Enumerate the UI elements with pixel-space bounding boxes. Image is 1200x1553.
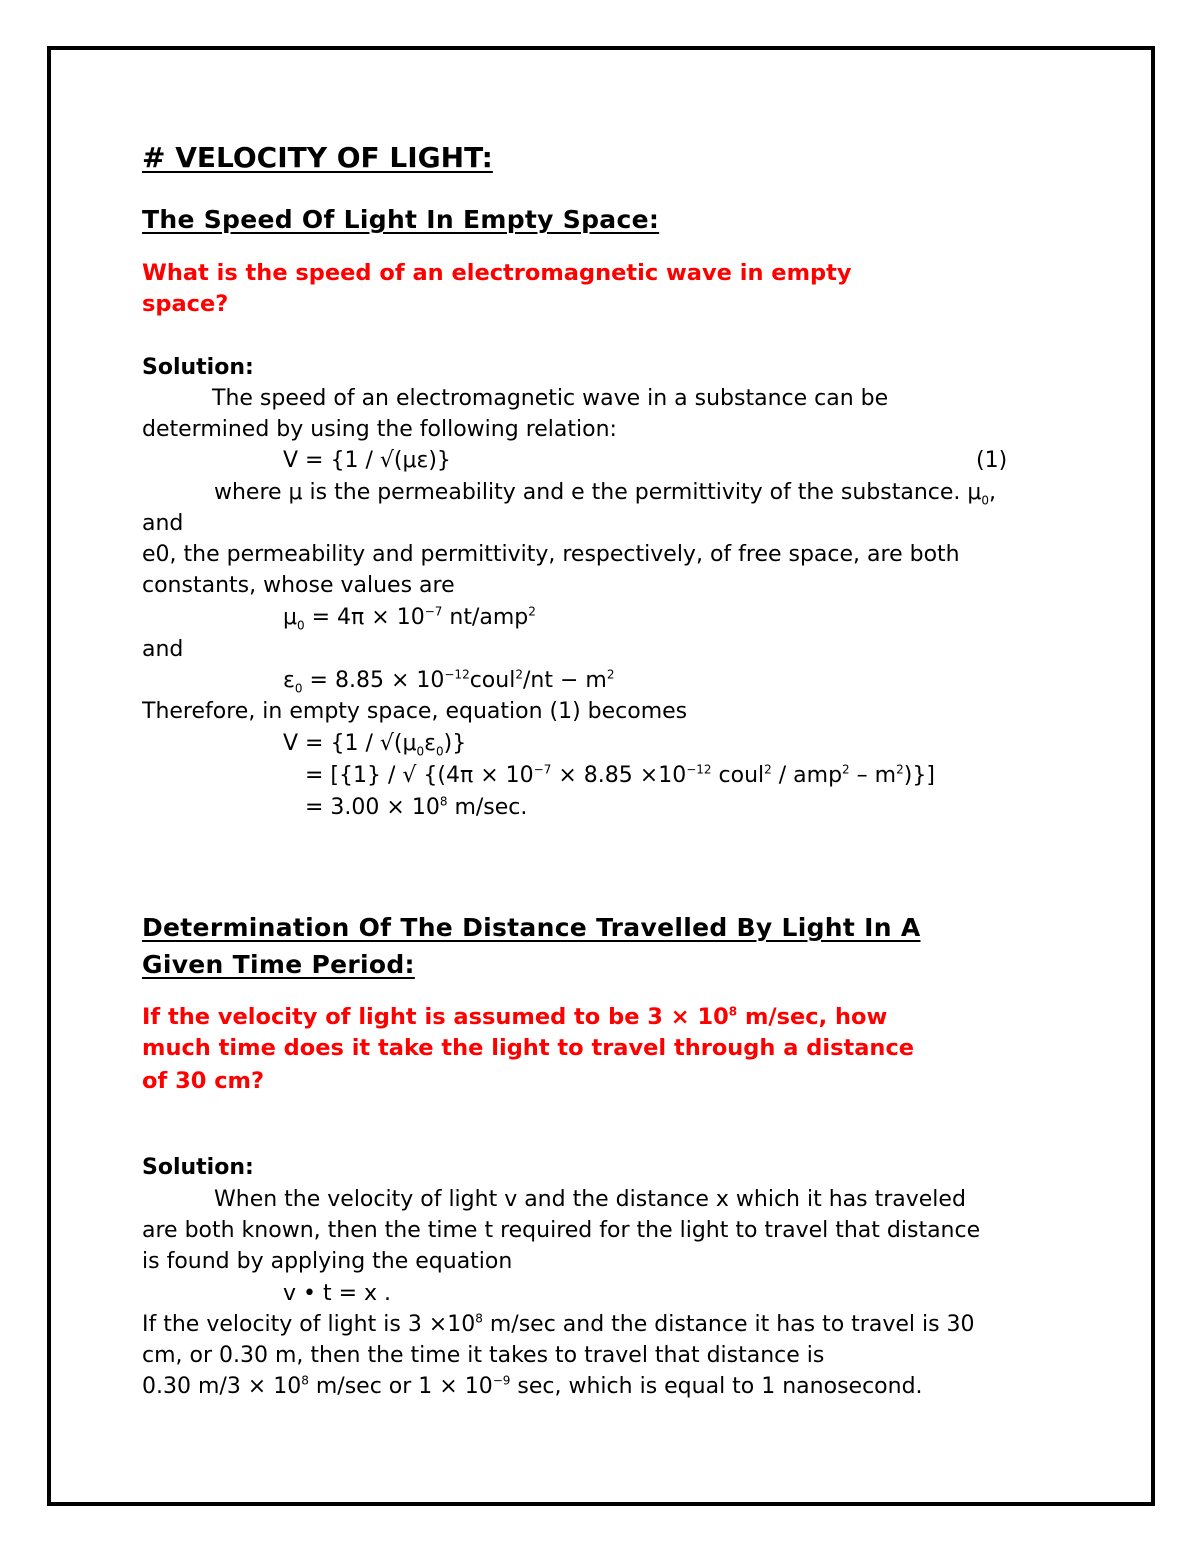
question-line: space?: [142, 291, 229, 317]
paragraph-line: determined by using the following relation:: [142, 417, 617, 442]
paragraph-line: constants, whose values are: [142, 573, 455, 598]
equation-vtx: v • t = x .: [283, 1281, 392, 1306]
paragraph-line: Therefore, in empty space, equation (1) becomes: [142, 699, 688, 724]
paragraph-line: e0, the permeability and permittivity, respectively, of free space, are both: [142, 542, 960, 567]
paragraph-line: where μ is the permeability and e the permittivity of the substance. $\mu_0$,: [214, 480, 997, 508]
question-line: of 30 cm?: [142, 1068, 265, 1094]
question-line: What is the speed of an electromagnetic wave in empty: [142, 260, 852, 286]
page-title: # VELOCITY OF LIGHT:: [142, 141, 493, 174]
paragraph-line: The speed of an electromagnetic wave in a substance can be: [212, 386, 889, 411]
solution-label: Solution:: [142, 1155, 254, 1180]
section-heading-distance: Given Time Period:: [142, 950, 415, 979]
paragraph-line: and: [142, 637, 184, 662]
equation-4: = $3.00 \times 10^8$ m/sec.: [305, 794, 528, 820]
paragraph-line: cm, or 0.30 m, then the time it takes to travel that distance is: [142, 1343, 825, 1368]
equation-3: = [{1} / √ {($4\pi \times 10^{-7} \times 8.85 \times 10^{-12}$ coul$^2$ / $amp^2 - m^2$)}]: [305, 762, 935, 788]
paragraph-line: are both known, then the time t required for the light to travel that distance: [142, 1218, 981, 1243]
solution-label: Solution:: [142, 355, 254, 380]
paragraph-line: 0.30 $m/3 \times 10^8$ m/sec or $1 \times 10^{-9}$ sec, which is equal to 1 nanosecond.: [142, 1373, 923, 1399]
section-heading-distance: Determination Of The Distance Travelled By Light In A: [142, 913, 921, 942]
paragraph-line: If the velocity of light is $3 \times 10^8$ m/sec and the distance it has to travel is 30: [142, 1311, 975, 1337]
equation-1: V = {1 / √(με)}: [283, 448, 451, 473]
section-heading-speed: The Speed Of Light In Empty Space:: [142, 205, 660, 234]
eps0-equation: $\varepsilon_0 = 8.85$ × $10^{-12}coul^2/nt - m^2$: [283, 667, 615, 696]
mu0-equation: $\mu_0 = 4\pi \times 10^{-7}$ nt/amp$^2$: [283, 604, 536, 633]
question-line: much time does it take the light to travel through a distance: [142, 1035, 915, 1061]
paragraph-line: When the velocity of light v and the distance x which it has traveled: [214, 1187, 966, 1212]
equation-number: (1): [976, 448, 1008, 473]
paragraph-line: and: [142, 511, 184, 536]
paragraph-line: is found by applying the equation: [142, 1249, 513, 1274]
equation-2: $V = \{1 / √(\mu_0\varepsilon_0)\}$: [283, 731, 467, 759]
question-line: If the velocity of light is assumed to be $3 \times 10^8$ m/sec, how: [142, 1004, 888, 1030]
